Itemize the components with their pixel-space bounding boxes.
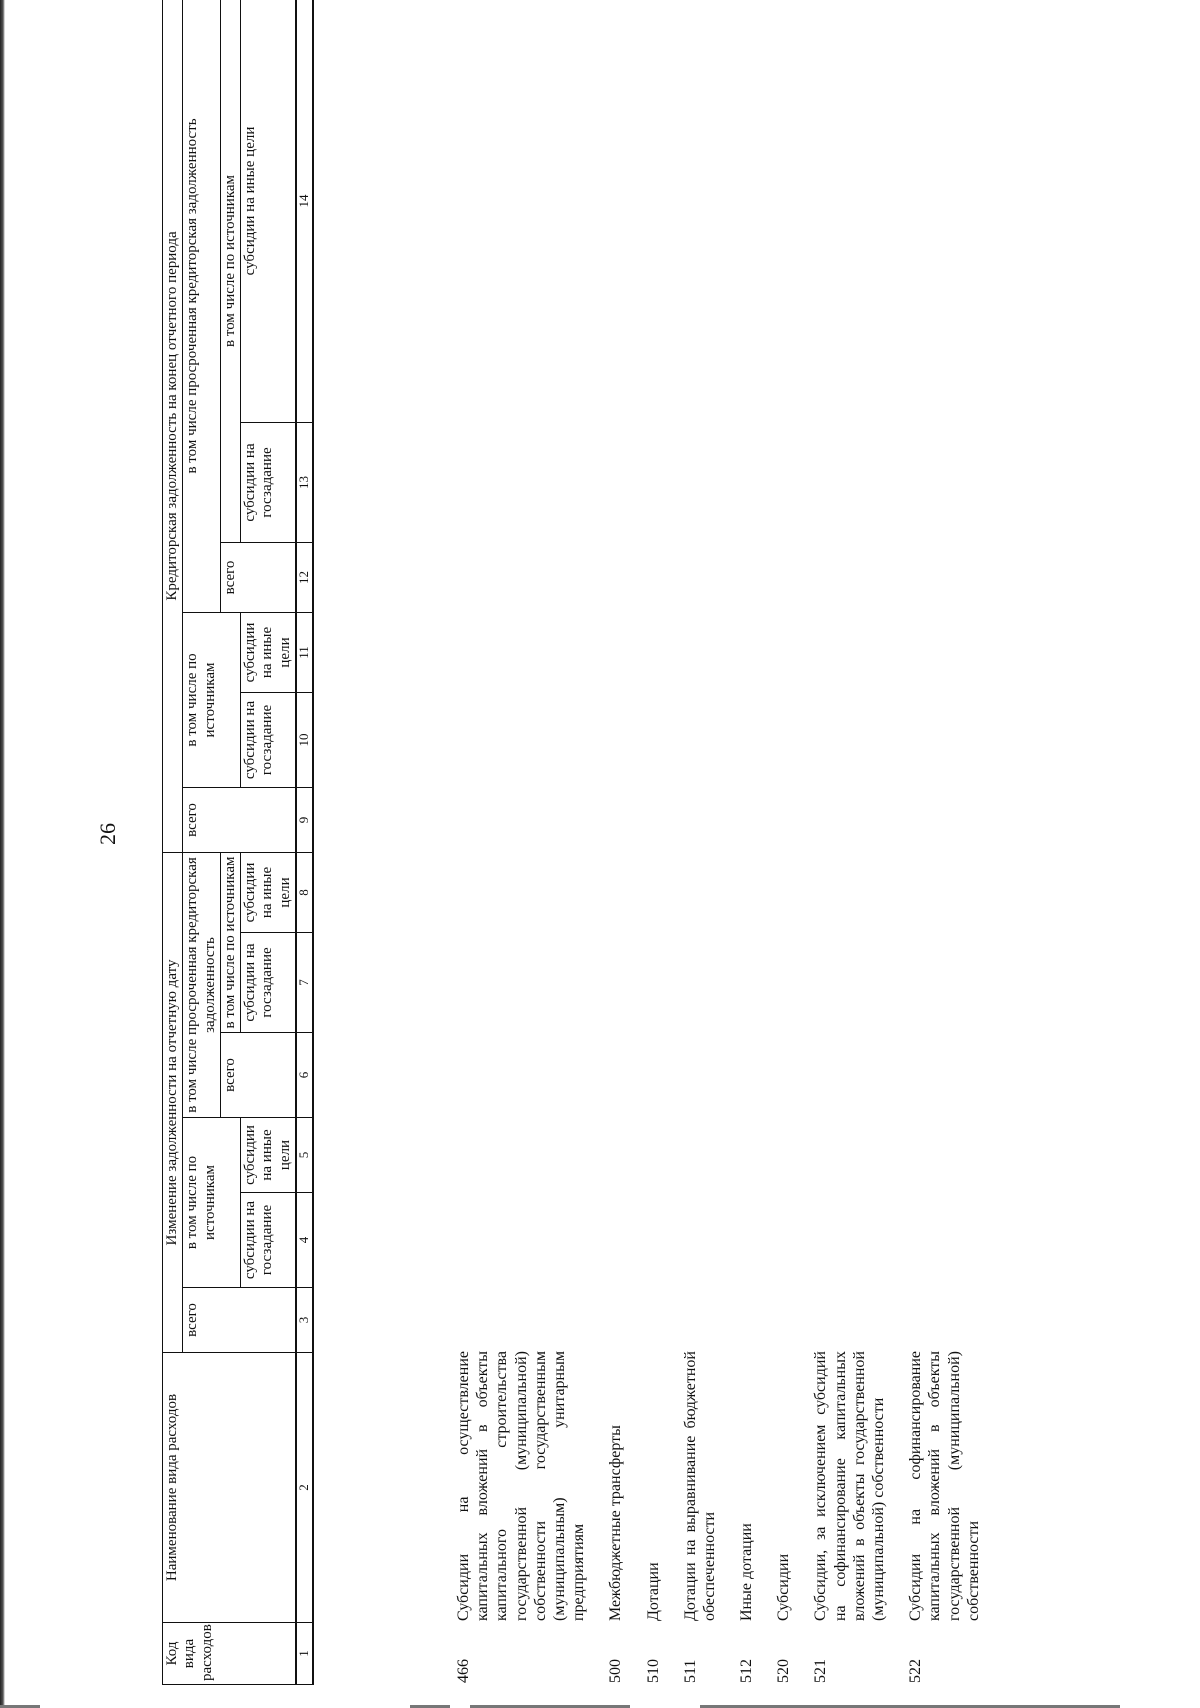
header-gos-10: субсидии на госзадание: [241, 692, 296, 787]
col-number: 13: [296, 422, 313, 542]
header-other-14: субсидии на иные цели: [241, 0, 296, 422]
col-number: 12: [296, 542, 313, 612]
col-number: 5: [296, 1118, 313, 1193]
row-name: Субсидии на осуществление капитальных вложений в объекты капитального строительства государственной (муниципальной) собственности государственным (муниципальным) унитарным предприятиям: [455, 1351, 588, 1621]
header-end-group: Кредиторская задолженность на конец отчетного периода: [163, 0, 183, 852]
header-sources-7-8: в том числе по источникам: [220, 852, 240, 1032]
table-row: [681, 80, 719, 1685]
header-overdue-12-14: в том числе просроченная кредиторская задолженность: [183, 0, 221, 612]
col-number: 9: [296, 787, 313, 852]
header-row-1: [163, 0, 183, 1685]
header-overdue-6-8: в том числе просроченная кредиторская задолженность: [183, 852, 221, 1117]
header-name: Наименование вида расходов: [163, 1353, 296, 1623]
column-number-row: [296, 0, 313, 1685]
header-other-8: субсидии на иные цели: [241, 852, 296, 932]
row-code: 520: [775, 1659, 793, 1683]
row-code: 511: [681, 1659, 699, 1683]
col-number: 6: [296, 1033, 313, 1118]
row-name: Дотации на выравнивание бюджетной обеспеченности: [681, 1351, 718, 1621]
col-number: 8: [296, 852, 313, 932]
header-total-9: всего: [183, 787, 296, 852]
header-gos-7: субсидии на госзадание: [241, 933, 296, 1033]
table-row: [906, 80, 983, 1685]
header-change-group: Изменение задолженности на отчетную дату: [163, 852, 183, 1352]
row-code: 500: [607, 1659, 625, 1683]
row-code: 521: [812, 1659, 830, 1683]
header-total-12: всего: [220, 542, 296, 612]
header-table: [162, 0, 314, 1685]
col-number: 1: [296, 1623, 313, 1685]
header-sources-4-5: в том числе по источникам: [183, 1118, 241, 1288]
table-row: [606, 80, 625, 1685]
col-number: 3: [296, 1288, 313, 1353]
row-name: Дотации: [644, 1562, 662, 1621]
header-total-6: всего: [220, 1033, 296, 1118]
table-row: [811, 80, 888, 1685]
row-code: 510: [644, 1659, 662, 1683]
header-total-3: всего: [183, 1288, 296, 1353]
row-name: Субсидии, за исключением субсидий на софинансирование капитальных вложений в объекты государственной (муниципальной) собственности: [812, 1351, 887, 1621]
header-other-11: субсидии на иные цели: [241, 612, 296, 692]
rotated-table: [162, 80, 982, 1685]
row-name: Иные дотации: [738, 1523, 756, 1621]
header-code: Код вида расходов: [163, 1623, 296, 1685]
header-other-5: субсидии на иные цели: [241, 1118, 296, 1193]
table-row: [737, 80, 756, 1685]
col-number: 11: [296, 612, 313, 692]
row-name: Субсидии на софинансирование капитальных вложений в объекты государственной (муниципальной) собственности: [907, 1351, 982, 1621]
row-name: Межбюджетные трансферты: [607, 1425, 625, 1621]
table-row: [644, 80, 663, 1685]
row-code: 466: [455, 1659, 472, 1683]
scan-edge: [0, 0, 5, 1708]
col-number: 14: [296, 0, 313, 422]
header-sources-13-14: в том числе по источникам: [220, 0, 240, 542]
row-code: 522: [907, 1659, 925, 1683]
row-name: Субсидии: [775, 1553, 793, 1621]
row-code: 512: [738, 1659, 756, 1683]
col-number: 10: [296, 692, 313, 787]
page-number: 26: [95, 823, 120, 845]
table-body: [454, 80, 1001, 1685]
col-number: 4: [296, 1193, 313, 1288]
table-row: [774, 80, 793, 1685]
header-sources-10-11: в том числе по источникам: [183, 612, 241, 787]
table-row: [454, 80, 588, 1685]
col-number: 2: [296, 1353, 313, 1623]
col-number: 7: [296, 933, 313, 1033]
header-gos-13: субсидии на госзадание: [241, 422, 296, 542]
header-gos-4: субсидии на госзадание: [241, 1193, 296, 1288]
